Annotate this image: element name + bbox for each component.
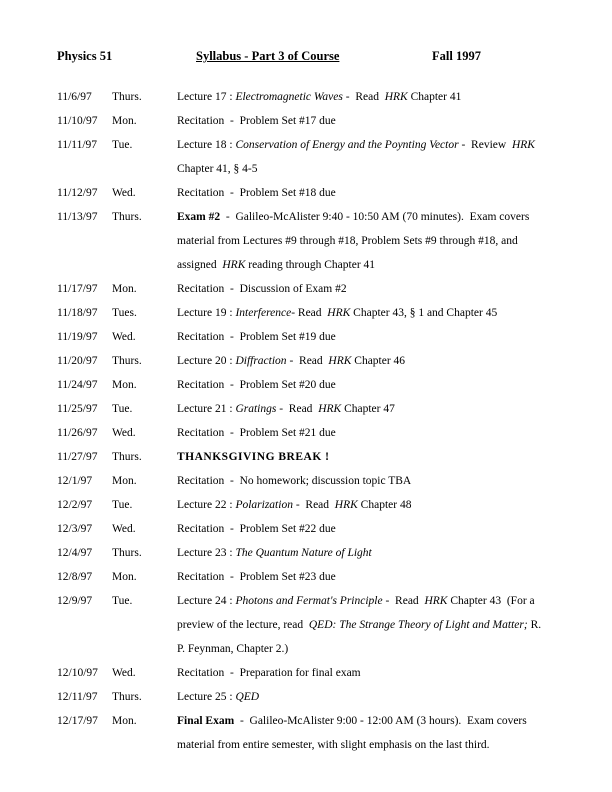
day-cell: Mon. — [112, 571, 137, 583]
schedule-table — [57, 85, 587, 757]
description-segment: Recitation - Problem Set #22 due — [177, 523, 336, 535]
description-segment: P. Feynman, Chapter 2.) — [177, 643, 289, 655]
day-cell: Tue. — [112, 403, 133, 415]
day-cell: Mon. — [112, 283, 137, 295]
day-cell: Tue. — [112, 499, 133, 511]
schedule-row — [57, 133, 587, 181]
description-cell — [177, 133, 579, 181]
date-cell: 11/24/97 — [57, 379, 98, 391]
date-cell: 11/12/97 — [57, 187, 98, 199]
description-segment: preview of the lecture, read — [177, 619, 309, 631]
date-cell: 12/9/97 — [57, 595, 93, 607]
day-cell: Wed. — [112, 187, 136, 199]
description-segment: Recitation - Problem Set #23 due — [177, 571, 336, 583]
description-segment: Exam #2 — [177, 211, 221, 223]
schedule-row — [57, 517, 587, 541]
schedule-row — [57, 661, 587, 685]
description-cell — [177, 373, 579, 397]
date-cell: 12/2/97 — [57, 499, 93, 511]
day-cell: Mon. — [112, 379, 137, 391]
day-cell: Tue. — [112, 139, 133, 151]
description-segment: Lecture 25 : — [177, 691, 236, 703]
description-segment: Chapter 43 (For a — [450, 595, 535, 607]
description-segment: Electromagnetic Waves — [235, 91, 343, 103]
description-segment: reading through Chapter 41 — [248, 259, 376, 271]
description-segment: HRK — [424, 595, 451, 607]
schedule-row — [57, 685, 587, 709]
day-cell: Tue. — [112, 595, 133, 607]
description-cell — [177, 277, 579, 301]
description-segment: Lecture 23 : — [177, 547, 236, 559]
day-cell: Thurs. — [112, 91, 142, 103]
date-cell: 11/26/97 — [57, 427, 98, 439]
day-cell: Thurs. — [112, 691, 142, 703]
course-title: Physics 51 — [57, 49, 113, 63]
date-cell: 11/19/97 — [57, 331, 98, 343]
description-cell — [177, 469, 579, 493]
day-cell: Thurs. — [112, 547, 142, 559]
description-segment: Gratings — [235, 403, 277, 415]
description-segment: Recitation - Discussion of Exam #2 — [177, 283, 347, 295]
description-segment: HRK — [328, 355, 355, 367]
schedule-row — [57, 205, 587, 277]
description-cell — [177, 565, 579, 589]
description-segment: Recitation - Problem Set #18 due — [177, 187, 336, 199]
day-cell: Thurs. — [112, 355, 142, 367]
date-cell: 11/10/97 — [57, 115, 98, 127]
description-segment: R. — [527, 619, 542, 631]
description-segment: Chapter 41, § 4-5 — [177, 163, 258, 175]
description-segment: Recitation - Problem Set #21 due — [177, 427, 336, 439]
description-segment: assigned — [177, 259, 223, 271]
date-cell: 11/11/97 — [57, 139, 98, 151]
schedule-row — [57, 589, 587, 661]
description-cell — [177, 517, 579, 541]
description-cell — [177, 445, 579, 469]
schedule-row — [57, 277, 587, 301]
description-segment: Lecture 21 : — [177, 403, 236, 415]
date-cell: 12/3/97 — [57, 523, 93, 535]
date-cell: 12/10/97 — [57, 667, 98, 679]
description-cell — [177, 181, 579, 205]
schedule-row — [57, 565, 587, 589]
description-cell — [177, 301, 579, 325]
date-cell: 12/11/97 — [57, 691, 98, 703]
description-cell — [177, 85, 579, 109]
description-segment: - Review — [458, 139, 512, 151]
description-segment: - Read — [276, 403, 319, 415]
description-segment: Chapter 43, § 1 and Chapter 45 — [353, 307, 498, 319]
description-segment: - Read — [292, 499, 335, 511]
description-segment: - Read — [342, 91, 385, 103]
day-cell: Thurs. — [112, 451, 142, 463]
description-cell — [177, 109, 579, 133]
date-cell: 11/25/97 — [57, 403, 98, 415]
description-segment: HRK — [222, 259, 249, 271]
description-cell — [177, 709, 579, 757]
day-cell: Mon. — [112, 715, 137, 727]
day-cell: Wed. — [112, 667, 136, 679]
day-cell: Mon. — [112, 115, 137, 127]
description-segment: - Galileo-McAlister 9:40 - 10:50 AM (70 minutes). Exam covers — [220, 211, 530, 223]
date-cell: 11/18/97 — [57, 307, 98, 319]
description-segment: HRK — [384, 91, 411, 103]
date-cell: 12/1/97 — [57, 475, 93, 487]
description-segment: Lecture 17 : — [177, 91, 236, 103]
day-cell: Wed. — [112, 427, 136, 439]
description-cell — [177, 661, 579, 685]
schedule-row — [57, 373, 587, 397]
description-cell — [177, 349, 579, 373]
schedule-row — [57, 541, 587, 565]
date-cell: 11/17/97 — [57, 283, 98, 295]
page-title: Syllabus - Part 3 of Course — [196, 49, 340, 63]
description-cell — [177, 493, 579, 517]
schedule-row — [57, 181, 587, 205]
description-segment: material from Lectures #9 through #18, Problem Sets #9 through #18, and — [177, 235, 518, 247]
schedule-row — [57, 709, 587, 757]
schedule-row — [57, 109, 587, 133]
description-segment: Diffraction — [235, 355, 287, 367]
description-segment: - Read — [291, 307, 328, 319]
description-segment: Recitation - Problem Set #19 due — [177, 331, 336, 343]
schedule-row — [57, 349, 587, 373]
schedule-row — [57, 421, 587, 445]
description-segment: The Quantum Nature of Light — [235, 547, 372, 559]
description-cell — [177, 205, 579, 277]
description-segment: Recitation - Problem Set #17 due — [177, 115, 336, 127]
description-segment: HRK — [334, 499, 361, 511]
schedule-row — [57, 301, 587, 325]
description-cell — [177, 589, 579, 661]
description-segment: QED — [235, 691, 260, 703]
schedule-row — [57, 85, 587, 109]
description-segment: HRK — [318, 403, 345, 415]
date-cell: 12/4/97 — [57, 547, 93, 559]
date-cell: 11/6/97 — [57, 91, 92, 103]
date-cell: 11/27/97 — [57, 451, 98, 463]
description-segment: THANKSGIVING BREAK ! — [177, 451, 330, 463]
schedule-row — [57, 325, 587, 349]
description-segment: Final Exam — [177, 715, 235, 727]
description-segment: Chapter 48 — [360, 499, 412, 511]
day-cell: Mon. — [112, 475, 137, 487]
description-segment: Lecture 19 : — [177, 307, 236, 319]
description-segment: - Read — [286, 355, 329, 367]
description-segment: Chapter 41 — [410, 91, 462, 103]
description-segment: Lecture 18 : — [177, 139, 236, 151]
description-cell — [177, 421, 579, 445]
term-label: Fall 1997 — [432, 49, 481, 63]
description-segment: Recitation - Problem Set #20 due — [177, 379, 336, 391]
description-segment: Conservation of Energy and the Poynting Vector — [235, 139, 459, 151]
description-cell — [177, 685, 579, 709]
description-segment: Lecture 20 : — [177, 355, 236, 367]
description-segment: Interference — [235, 307, 292, 319]
schedule-row — [57, 445, 587, 469]
description-segment: QED: The Strange Theory of Light and Matter; — [308, 619, 528, 631]
description-segment: Recitation - Preparation for final exam — [177, 667, 361, 679]
description-segment: Chapter 47 — [344, 403, 395, 415]
schedule-row — [57, 397, 587, 421]
description-cell — [177, 397, 579, 421]
description-segment: Lecture 22 : — [177, 499, 236, 511]
description-segment: - Galileo-McAlister 9:00 - 12:00 AM (3 hours). Exam covers — [234, 715, 527, 727]
schedule-row — [57, 469, 587, 493]
day-cell: Thurs. — [112, 211, 142, 223]
description-segment: Chapter 46 — [354, 355, 406, 367]
description-segment: Polarization — [235, 499, 293, 511]
date-cell: 12/17/97 — [57, 715, 98, 727]
date-cell: 11/13/97 — [57, 211, 98, 223]
day-cell: Wed. — [112, 523, 136, 535]
description-segment: HRK — [511, 139, 535, 151]
description-segment: - Read — [382, 595, 425, 607]
description-segment: material from entire semester, with slight emphasis on the last third. — [177, 739, 490, 751]
day-cell: Wed. — [112, 331, 136, 343]
description-segment: Recitation - No homework; discussion topic TBA — [177, 475, 412, 487]
date-cell: 11/20/97 — [57, 355, 98, 367]
date-cell: 12/8/97 — [57, 571, 93, 583]
description-segment: Photons and Fermat's Principle — [235, 595, 383, 607]
description-segment: Lecture 24 : — [177, 595, 236, 607]
description-cell — [177, 325, 579, 349]
description-cell — [177, 541, 579, 565]
description-segment: HRK — [327, 307, 354, 319]
day-cell: Tues. — [112, 307, 137, 319]
schedule-row — [57, 493, 587, 517]
